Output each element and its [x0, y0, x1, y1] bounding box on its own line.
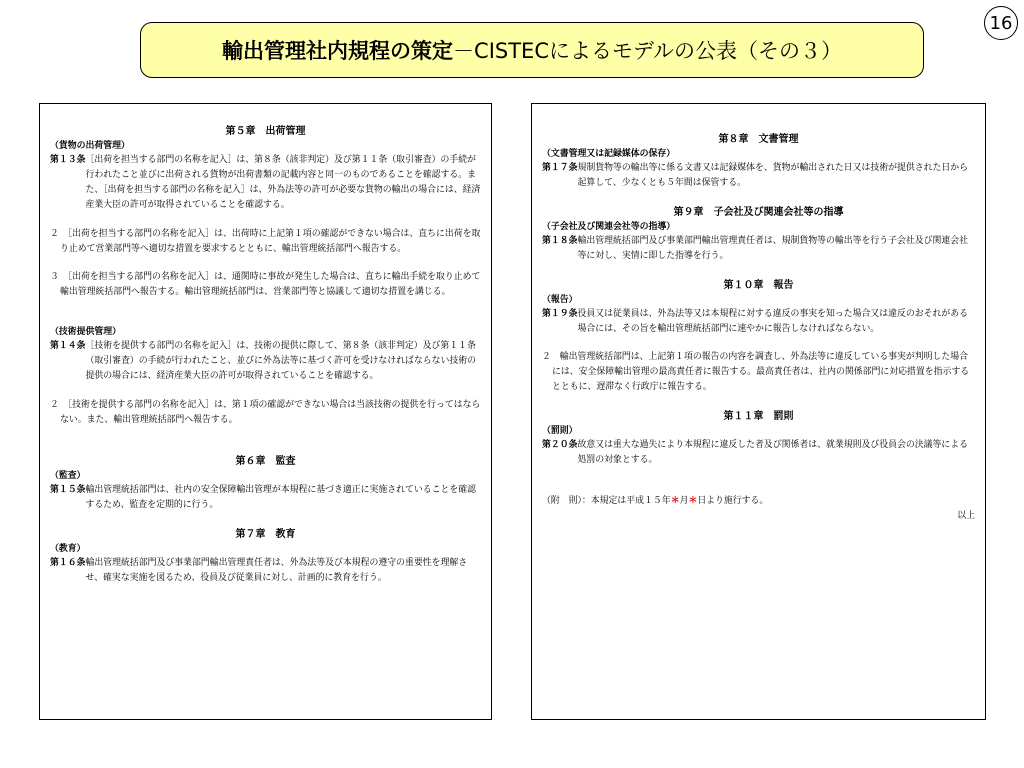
caption-education: （教育） — [50, 543, 86, 554]
page-number: 16 — [989, 12, 1013, 34]
chapter-7-title: 第７章 教育 — [235, 528, 296, 540]
article-16 — [50, 556, 481, 586]
asterisk-mark: ＊ — [670, 495, 680, 506]
ending-mark: 以上 — [957, 510, 975, 521]
caption-subsidiaries: （子会社及び関連会社等の指導） — [542, 221, 676, 232]
article-19-text: 役員又は従業員は、外為法等又は本規程に対する違反の事実を知った場合又は違反のおそれがある場合には、その旨を輸出管理統括部門に速やかに報告しなければならない。 — [577, 308, 968, 334]
supplementary-prefix: （附 則）：本規定は平成１５年 — [542, 495, 671, 506]
caption-documents: （文書管理又は記録媒体の保存） — [542, 149, 676, 159]
article-17 — [542, 161, 975, 191]
chapter-6-title: 第６章 監査 — [235, 455, 296, 467]
asterisk-mark: ＊ — [688, 495, 698, 506]
caption-technology: （技術提供管理） — [50, 327, 121, 338]
caption-report: （報告） — [542, 294, 578, 305]
article-17-text: 規制貨物等の輸出等に係る文書又は記録媒体を、貨物が輸出された日又は技術が提供された日から起算して、少なくとも５年間は保管する。 — [577, 163, 968, 188]
article-13-label: 第１３条 — [50, 155, 86, 165]
caption-audit: （監査） — [50, 470, 86, 481]
page-number-badge — [984, 6, 1018, 40]
supplementary-provision — [542, 494, 975, 509]
caption-shipping: （貨物の出荷管理） — [50, 141, 130, 151]
article-15 — [50, 483, 481, 513]
article-19 — [542, 307, 975, 337]
chapter-9-title: 第９章 子会社及び関連会社等の指導 — [673, 206, 844, 218]
article-20 — [542, 438, 975, 468]
right-document-panel — [531, 103, 986, 720]
article-13 — [50, 153, 481, 213]
supplementary-month: 月 — [679, 495, 689, 506]
article-14 — [50, 339, 481, 384]
caption-penalty: （罰則） — [542, 426, 578, 437]
slide-title-box — [140, 22, 924, 78]
chapter-8-title: 第８章 文書管理 — [718, 134, 799, 145]
left-document-panel — [39, 103, 492, 720]
article-19-para-2: ２ 輸出管理統括部門は、上記第１項の報告の内容を調査し、外為法等に違反している事実が判明した場合には、安全保障輸出管理の最高責任者に報告する。最高責任者は、社内の関係部門に対応措置を指示するとともに、遅滞なく行政庁に報告する。 — [542, 352, 970, 393]
article-18 — [542, 234, 975, 264]
article-13-para-3: ３ ［出荷を担当する部門の名称を記入］は、通関時に事故が発生した場合は、直ちに輸出手続を取り止めて輸出管理統括部門へ報告する。輸出管理統括部門は、営業部門等と協議して適切な措置を講じる。 — [50, 272, 481, 298]
article-15-label: 第１５条 — [50, 484, 86, 495]
slide-title-main: 輸出管理社内規程の策定 — [222, 39, 454, 63]
article-19-label: 第１９条 — [542, 308, 578, 319]
article-13-text: ［出荷を担当する部門の名称を記入］は、第８条（該非判定）及び第１１条（取引審査）の手続が行われたこと並びに出荷される貨物が出荷書類の記載内容と同一のものであることを確認する。また、［出荷を担当する部門の名称を記入］は、外為法等の許可が必要な貨物の輸出の場合には、経済産業大臣の許可が取得されていることを確認する。 — [85, 155, 481, 210]
article-17-label: 第１７条 — [542, 163, 578, 173]
article-18-text: 輸出管理統括部門及び事業部門輸出管理責任者は、規制貨物等の輸出等を行う子会社及び関連会社等に対し、実情に即した指導を行う。 — [577, 235, 968, 261]
article-13-para-2: ２ ［出荷を担当する部門の名称を記入］は、出荷時に上記第１項の確認ができない場合は、直ちに出荷を取り止めて営業部門等へ適切な措置を要求するとともに、輸出管理統括部門へ報告する。 — [50, 228, 481, 254]
article-16-label: 第１６条 — [50, 557, 86, 568]
article-16-text: 輸出管理統括部門及び事業部門輸出管理責任者は、外為法等及び本規程の遵守の重要性を理解させ、確実な実施を図るため、役員及び従業員に対し、計画的に教育を行う。 — [85, 557, 468, 583]
article-14-label: 第１４条 — [50, 341, 86, 352]
article-14-text: ［技術を提供する部門の名称を記入］は、技術の提供に際して、第８条（該非判定）及び第１１条（取引審査）の手続が行われたこと、並びに外為法等に基づく許可を受けなければならない技術の提供の場合には、経済産業大臣の許可が取得されていることを確認する。 — [85, 341, 476, 382]
chapter-11-title: 第１１章 罰則 — [723, 411, 794, 423]
article-20-label: 第２０条 — [542, 440, 578, 451]
article-18-label: 第１８条 — [542, 235, 578, 246]
article-15-text: 輸出管理統括部門は、社内の安全保障輸出管理が本規程に基づき適正に実施されていることを確認するため、監査を定期的に行う。 — [85, 484, 476, 510]
chapter-10-title: 第１０章 報告 — [723, 279, 794, 291]
slide-title-sub: －CISTECによるモデルの公表（その３） — [453, 39, 842, 63]
article-14-para-2: ２ ［技術を提供する部門の名称を記入］は、第１項の確認ができない場合は当該技術の提供を行ってはならない。また、輸出管理統括部門へ報告する。 — [50, 399, 481, 425]
chapter-5-title: 第５章 出荷管理 — [225, 126, 306, 137]
supplementary-suffix: 日より施行する。 — [697, 495, 769, 506]
article-20-text: 故意又は重大な過失により本規程に違反した者及び関係者は、就業規則及び役員会の決議等による処罰の対象とする。 — [577, 440, 968, 466]
